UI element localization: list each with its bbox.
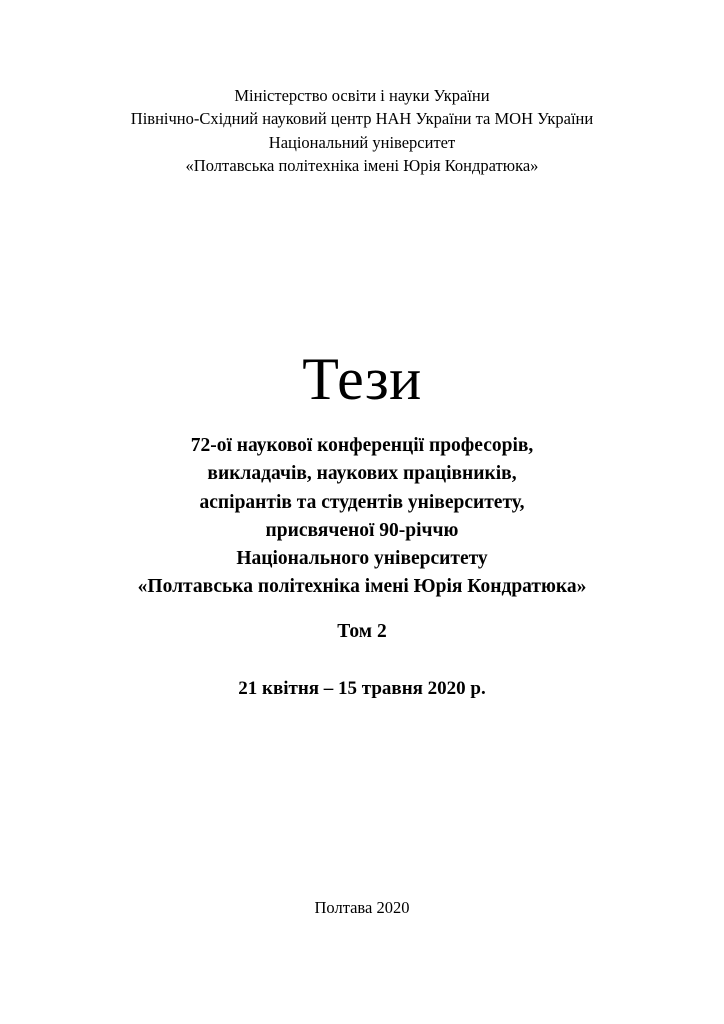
subtitle-line-1: 72-ої наукової конференції професорів, (190, 435, 534, 456)
affiliation-line-1: Міністерство освіти і науки України (234, 86, 490, 105)
subtitle-line-4: присвяченої 90-річчю (265, 519, 459, 541)
affiliation-line-2: Північно-Східний науковий центр НАН України та МОН України (130, 109, 594, 129)
subtitle-line-6: «Полтавська політехніка імені Юрія Кондратюка» (137, 576, 587, 598)
affiliation-block (0, 84, 724, 178)
affiliation-line-4: «Полтавська політехніка імені Юрія Кондратюка» (185, 156, 539, 176)
conference-dates: 21 квітня – 15 травня 2020 р. (238, 678, 486, 699)
page-title: Тези (302, 346, 422, 412)
affiliation-line-3: Національний університет (268, 132, 456, 152)
subtitle-line-2: викладачів, наукових працівників, (207, 463, 517, 485)
subtitle-line-3: аспірантів та студентів університету, (199, 491, 525, 513)
imprint: Полтава 2020 (314, 898, 410, 917)
subtitle-line-5: Національного університету (236, 548, 488, 570)
subtitle-block (0, 432, 724, 602)
volume-label: Том 2 (337, 621, 387, 642)
